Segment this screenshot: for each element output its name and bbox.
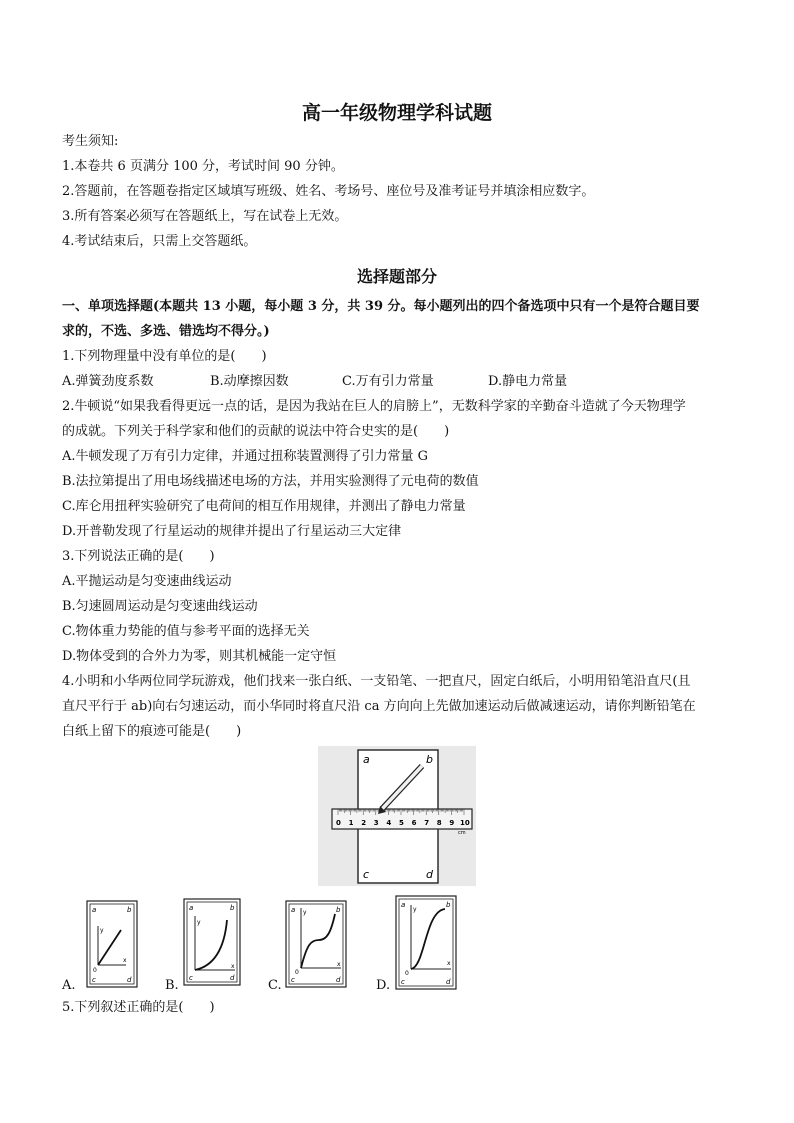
q4-stem-line2: 直尺平行于 ab)向右匀速运动，而小华同时将直尺沿 ca 方向向上先做加速运动后做减速运动，请你判断铅笔在 bbox=[62, 699, 696, 714]
choice-b-figure bbox=[183, 898, 241, 986]
svg-text:c: c bbox=[401, 978, 405, 986]
choice-d-origin: 0 bbox=[405, 970, 409, 977]
notice-item-3: 3.所有答案必须写在答题纸上，写在试卷上无效。 bbox=[62, 209, 348, 224]
section-title: 选择题部分 bbox=[356, 267, 437, 286]
ruler-tick-label: 2 bbox=[361, 819, 367, 827]
svg-text:b: b bbox=[127, 906, 132, 914]
ruler-unit: cm bbox=[458, 830, 466, 836]
svg-text:d: d bbox=[127, 976, 132, 984]
svg-text:c: c bbox=[92, 976, 96, 984]
part1-instructions-line2: 求的，不选、多选、错选均不得分。) bbox=[62, 324, 270, 339]
choice-b-y-label: y bbox=[197, 919, 201, 926]
q2-option-c: C.库仑用扭秤实验研究了电荷间的相互作用规律，并测出了静电力常量 bbox=[62, 499, 466, 514]
q1-option-b: B.动摩擦因数 bbox=[210, 374, 289, 389]
choice-d-label: D. bbox=[376, 978, 391, 993]
ruler-tick-label: 8 bbox=[436, 819, 442, 827]
choice-b-label: B. bbox=[165, 978, 179, 993]
q3-stem: 3.下列说法正确的是( ) bbox=[62, 549, 215, 564]
ruler-tick-label: 7 bbox=[424, 819, 430, 827]
corner-label-d: d bbox=[426, 868, 433, 881]
choice-a-figure bbox=[86, 900, 138, 988]
part1-instructions-line1: 一、单项选择题(本题共 13 小题，每小题 3 分，共 39 分。每小题列出的四个备选项中只有一个是符合题目要 bbox=[62, 299, 700, 314]
svg-text:b: b bbox=[230, 904, 235, 912]
q3-option-c: C.物体重力势能的值与参考平面的选择无关 bbox=[62, 624, 310, 639]
notice-item-4: 4.考试结束后，只需上交答题纸。 bbox=[62, 234, 257, 249]
choice-d-x-label: x bbox=[447, 960, 451, 967]
choice-b-x-label: x bbox=[231, 963, 235, 970]
q1-option-a: A.弹簧劲度系数 bbox=[62, 374, 154, 389]
choice-a-origin: 0 bbox=[93, 967, 97, 974]
svg-text:c: c bbox=[291, 976, 295, 984]
choice-a-y-label: y bbox=[100, 927, 104, 934]
q3-option-d: D.物体受到的合外力为零，则其机械能一定守恒 bbox=[62, 649, 337, 664]
svg-text:b: b bbox=[336, 906, 341, 914]
svg-text:c: c bbox=[189, 974, 193, 982]
choice-c-origin: 0 bbox=[295, 969, 299, 976]
q1-stem: 1.下列物理量中没有单位的是( ) bbox=[62, 349, 267, 364]
ruler-tick-label: 5 bbox=[399, 819, 404, 827]
notice-item-1: 1.本卷共 6 页满分 100 分，考试时间 90 分钟。 bbox=[62, 159, 344, 174]
svg-text:d: d bbox=[336, 976, 341, 984]
choice-d-y-label: y bbox=[413, 906, 417, 913]
choice-c-figure bbox=[285, 900, 347, 988]
q2-stem-line1: 2.牛顿说“如果我看得更远一点的话，是因为我站在巨人的肩膀上”，无数科学家的辛勤奋斗造就了今天物理学 bbox=[62, 399, 686, 414]
notice-item-2: 2.答题前，在答题卷指定区域填写班级、姓名、考场号、座位号及准考证号并填涂相应数字。 bbox=[62, 184, 595, 199]
ruler-tick-label: 9 bbox=[449, 819, 455, 827]
corner-label-b: b bbox=[426, 753, 433, 766]
ruler-tick-label: 10 bbox=[460, 819, 470, 827]
ruler-tick-label: 6 bbox=[411, 819, 417, 827]
ruler-tick-label: 0 bbox=[336, 819, 341, 827]
svg-text:d: d bbox=[230, 974, 235, 982]
choice-d-figure bbox=[395, 895, 457, 990]
svg-text:a: a bbox=[401, 901, 406, 909]
q3-option-b: B.匀速圆周运动是匀变速曲线运动 bbox=[62, 599, 258, 614]
q4-stem-line3: 白纸上留下的痕迹可能是( ) bbox=[62, 724, 242, 739]
choice-a-label: A. bbox=[62, 978, 76, 993]
svg-text:a: a bbox=[189, 904, 194, 912]
svg-text:b: b bbox=[446, 901, 451, 909]
choice-c-y-label: y bbox=[303, 909, 307, 916]
corner-label-c: c bbox=[363, 868, 370, 881]
q2-stem-line2: 的成就。下列关于科学家和他们的贡献的说法中符合史实的是( ) bbox=[62, 424, 450, 439]
ruler-tick-label: 4 bbox=[386, 819, 392, 827]
q2-option-b: B.法拉第提出了用电场线描述电场的方法，并用实验测得了元电荷的数值 bbox=[62, 474, 479, 489]
choice-c-label: C. bbox=[268, 978, 282, 993]
ruler-tick-label: 1 bbox=[348, 819, 354, 827]
svg-text:a: a bbox=[291, 906, 296, 914]
q2-option-a: A.牛顿发现了万有引力定律，并通过扭称装置测得了引力常量 G bbox=[62, 449, 429, 464]
choice-a-x-label: x bbox=[123, 957, 127, 964]
q4-stem-line1: 4.小明和小华两位同学玩游戏，他们找来一张白纸、一支铅笔、一把直尺，固定白纸后，小明用铅笔沿直尺(且 bbox=[62, 674, 691, 689]
svg-text:d: d bbox=[446, 978, 451, 986]
q1-option-c: C.万有引力常量 bbox=[342, 374, 434, 389]
q1-option-d: D.静电力常量 bbox=[488, 374, 568, 389]
choice-c-x-label: x bbox=[337, 961, 341, 968]
ruler-tick-label: 3 bbox=[373, 819, 379, 827]
q3-option-a: A.平抛运动是匀变速曲线运动 bbox=[62, 574, 232, 589]
q5-stem: 5.下列叙述正确的是( ) bbox=[62, 1000, 215, 1015]
svg-text:a: a bbox=[92, 906, 97, 914]
q2-option-d: D.开普勒发现了行星运动的规律并提出了行星运动三大定律 bbox=[62, 524, 402, 539]
q4-ruler-figure bbox=[318, 746, 476, 886]
notice-heading: 考生须知: bbox=[62, 134, 119, 149]
corner-label-a: a bbox=[363, 753, 370, 766]
exam-title: 高一年级物理学科试题 bbox=[301, 102, 492, 124]
